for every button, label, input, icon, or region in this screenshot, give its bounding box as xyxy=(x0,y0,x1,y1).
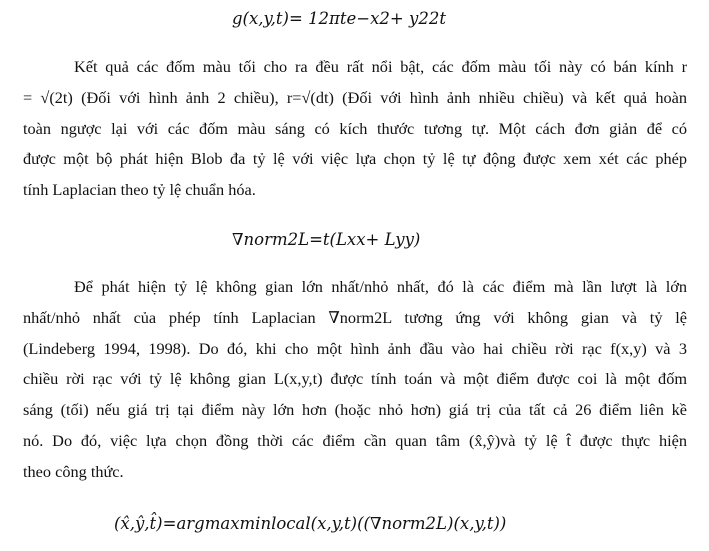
text-line: = √(2t) (Đối với hình ảnh 2 chiều), r=√(dt) (Đối với hình ảnh nhiều chiều) và kết quả hoàn xyxy=(23,87,687,107)
text-line: nó. Do đó, việc lựa chọn đồng thời các điểm cần quan tâm (x̂,ŷ)và tỷ lệ t̂ được thực hiện xyxy=(23,430,687,450)
equation-argmax-local: (x̂,ŷ,t̂)=argmaxminlocal(x,y,t)((∇norm2L)(x,y,t)) xyxy=(114,514,507,533)
text-line: theo công thức. xyxy=(23,461,124,481)
text-line: sáng (tối) nếu giá trị tại điểm này lớn hơn (hoặc nhỏ hơn) giá trị của tất cả 26 điểm liên kề xyxy=(23,400,687,420)
text-line: chiều rời rạc với tỷ lệ không gian L(x,y,t) được tính toán và một điểm được coi là một đốm xyxy=(23,369,687,389)
text-line: Kết quả các đốm màu tối cho ra đều rất nổi bật, các đốm màu tối này có bán kính r xyxy=(74,57,687,76)
equation-gaussian: g(x,y,t)= 12πte−x2+ y22t xyxy=(232,9,446,28)
text-line: tính Laplacian theo tỷ lệ chuẩn hóa. xyxy=(23,180,256,200)
paragraph-scale-selection xyxy=(23,272,687,488)
paragraph-blob-radius xyxy=(23,52,687,206)
text-line: (Lindeberg 1994, 1998). Do đó, khi cho một hình ảnh đầu vào hai chiều rời rạc f(x,y) và 3 xyxy=(23,338,687,358)
text-line: toàn ngược lại với các đốm màu sáng có kích thước tương tự. Một cách đơn giản để có xyxy=(23,118,687,138)
text-line: được một bộ phát hiện Blob đa tỷ lệ với việc lựa chọn tỷ lệ tự động được xem xét các phép xyxy=(23,149,687,169)
text-line: nhất/nhỏ nhất của phép tính Laplacian ∇norm2L tương ứng với không gian và tỷ lệ xyxy=(23,307,687,327)
equation-normalized-laplacian: ∇norm2L=t(Lxx+ Lyy) xyxy=(232,230,421,249)
text-line: Để phát hiện tỷ lệ không gian lớn nhất/nhỏ nhất, đó là các điểm mà lần lượt là lớn xyxy=(74,277,687,296)
